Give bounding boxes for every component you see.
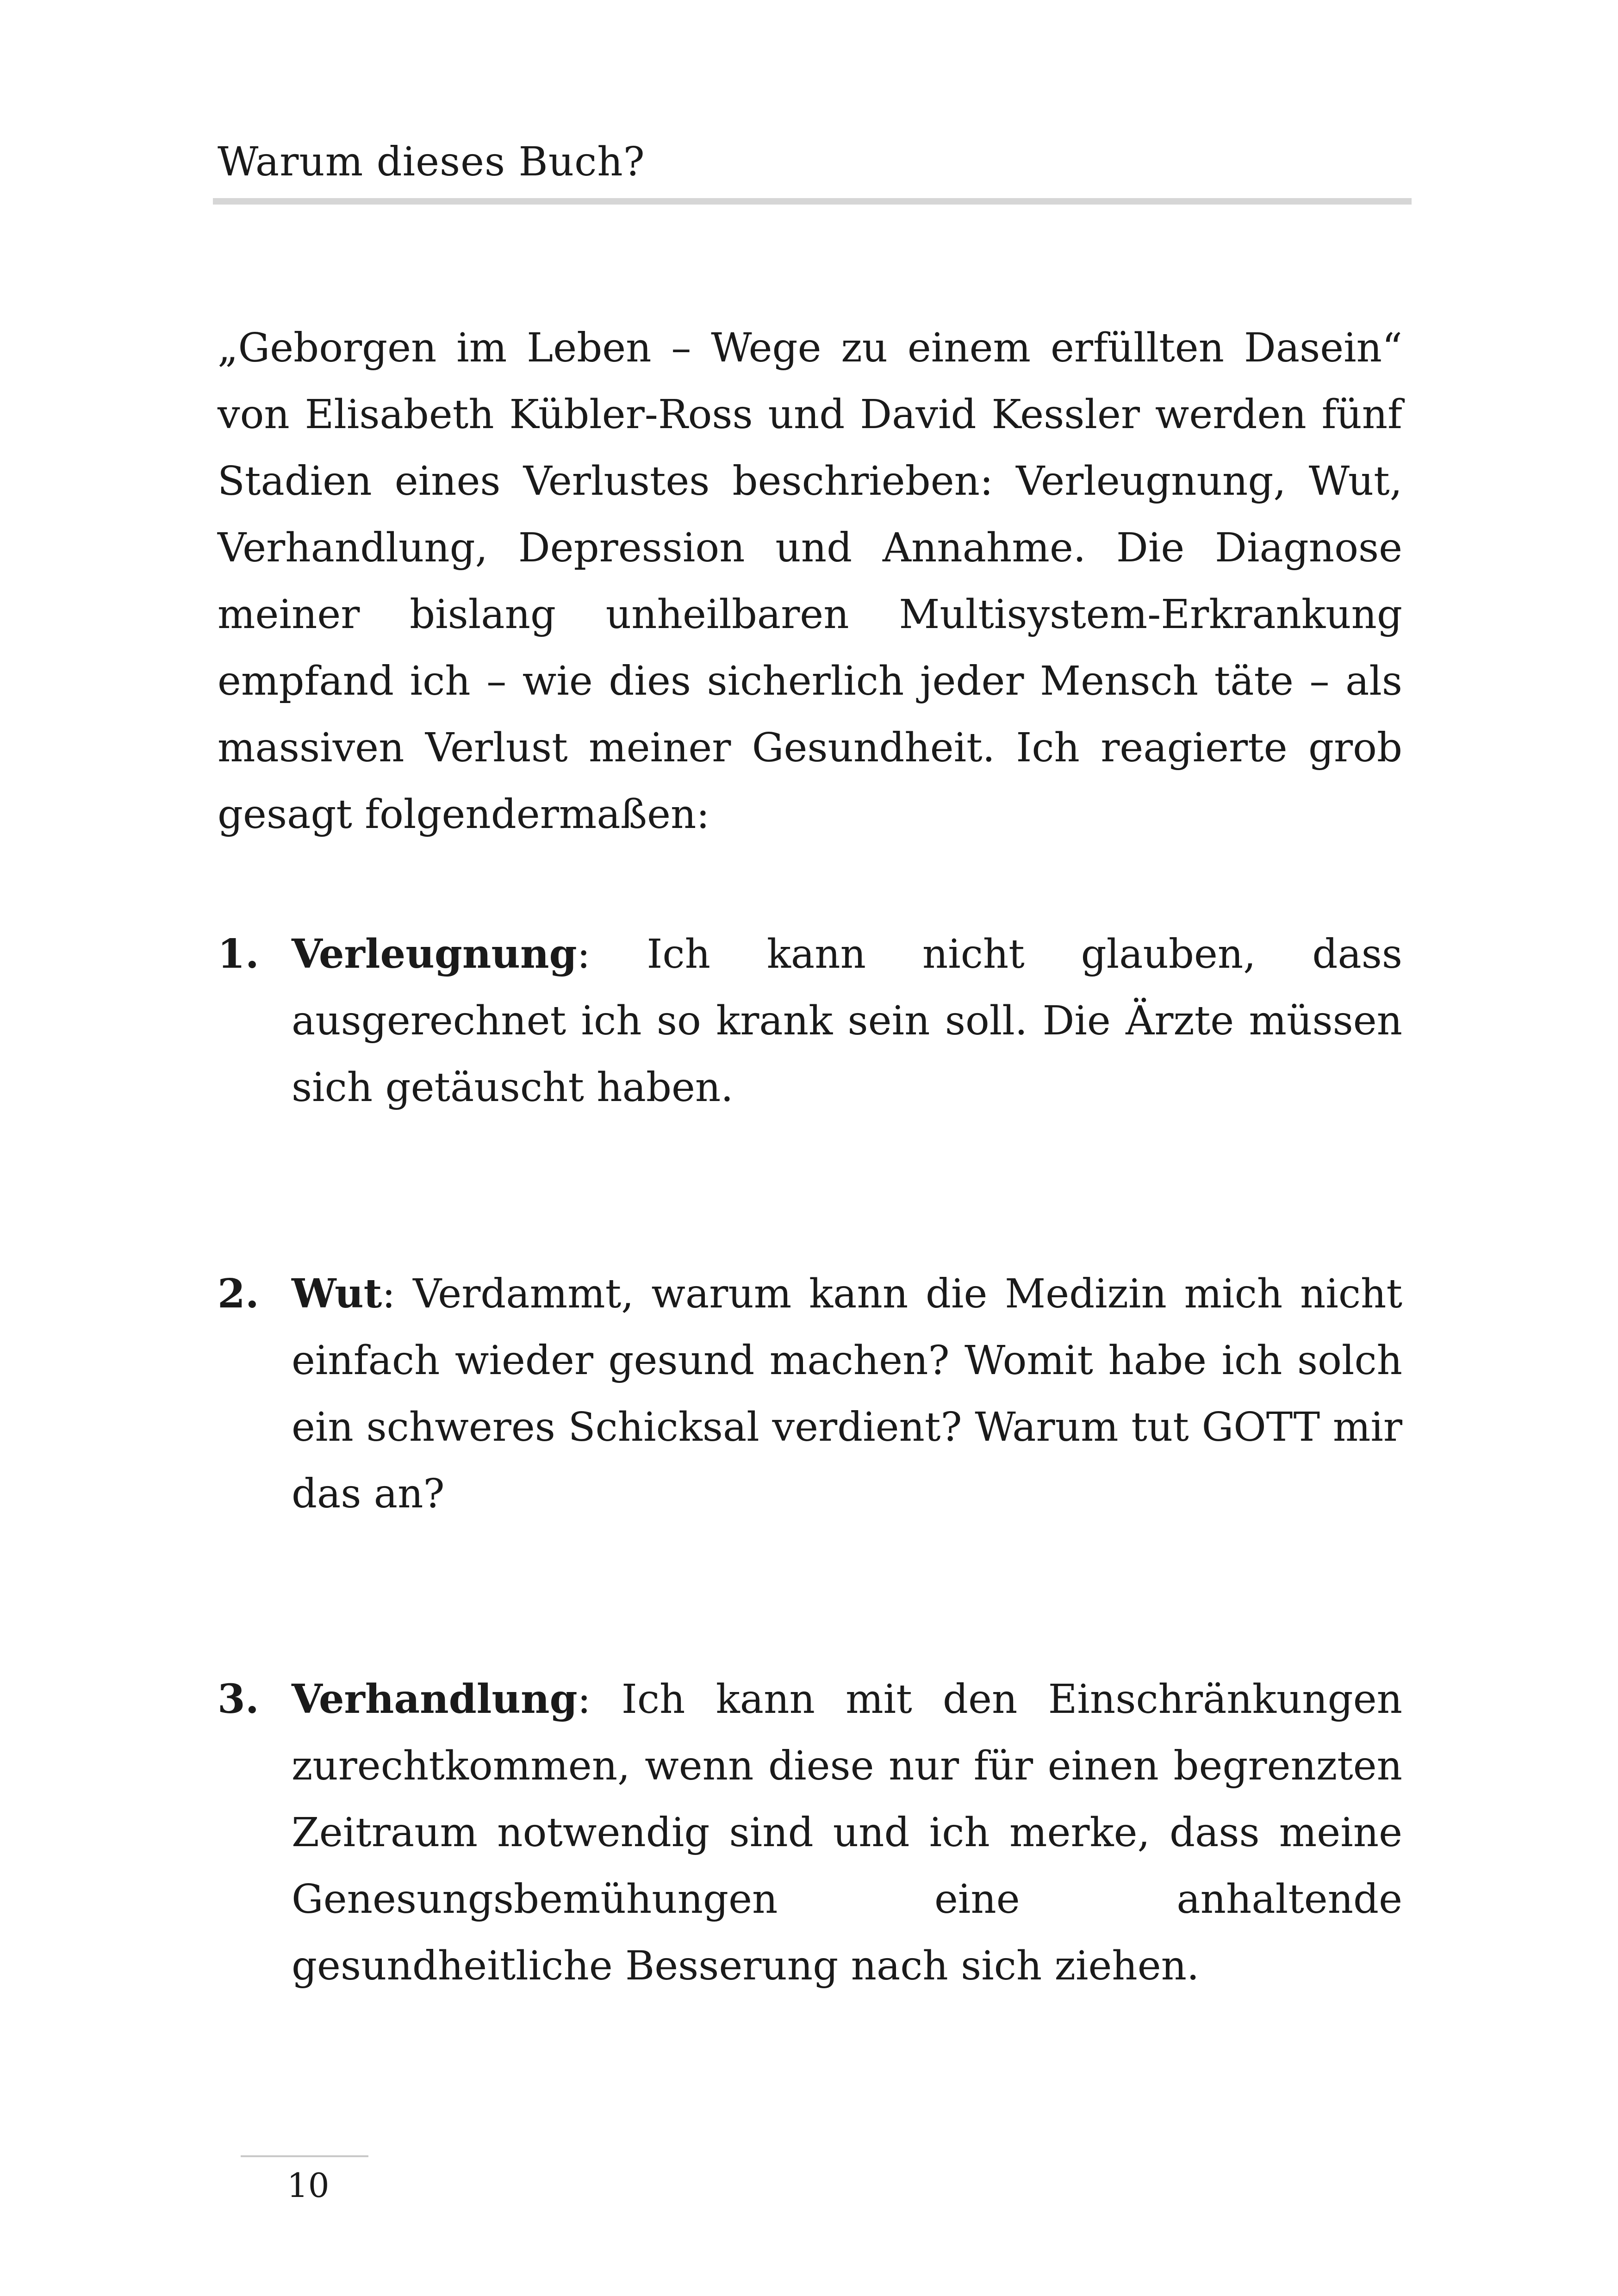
stage-description: : Verdammt, warum kann die Medizin mich nicht einfach wieder gesund machen? Womit habe ich solch ein schweres Schicksal verdient? Warum tut GOTT mir das an? [292, 1271, 1402, 1517]
page-number: 10 [287, 2166, 330, 2205]
header-rule [213, 198, 1412, 205]
stage-description: : Ich kann mit den Einschränkungen zurechtkommen, wenn diese nur für einen begrenzten Zeitraum notwendig sind und ich merke, dass meine Genesungsbemühungen eine anhaltende gesundheitliche Besserung nach sich ziehen. [292, 1676, 1402, 1989]
intro-paragraph: „Geborgen im Leben – Wege zu einem erfüllten Dasein“ von Elisabeth Kübler-Ross und David Kessler werden fünf Stadien eines Verlustes beschrieben: Verleugnung, Wut, Verhandlung, Depression und Annahme. Die Diagnose meiner bislang unheilbaren Multisystem-Erkrankung empfand ich – wie dies sicherlich jeder Mensch täte – als massiven Verlust meiner Gesundheit. Ich reagierte grob gesagt folgendermaßen: [218, 325, 1402, 838]
running-header-title: Warum dieses Buch? [218, 139, 645, 185]
stage-text [292, 921, 1402, 1121]
stage-term: Verleugnung [292, 931, 577, 977]
footer-rule [241, 2155, 368, 2157]
stage-text [292, 1261, 1402, 1527]
stage-term: Verhandlung [292, 1676, 578, 1723]
stage-number: 1. [218, 931, 259, 977]
stage-number: 2. [218, 1270, 259, 1317]
stage-number: 3. [218, 1676, 259, 1723]
stage-term: Wut [292, 1270, 382, 1317]
stage-description: : Ich kann nicht glauben, dass ausgerechnet ich so krank sein soll. Die Ärzte müssen sich getäuscht haben. [292, 931, 1402, 1111]
stage-text [292, 1666, 1402, 1999]
